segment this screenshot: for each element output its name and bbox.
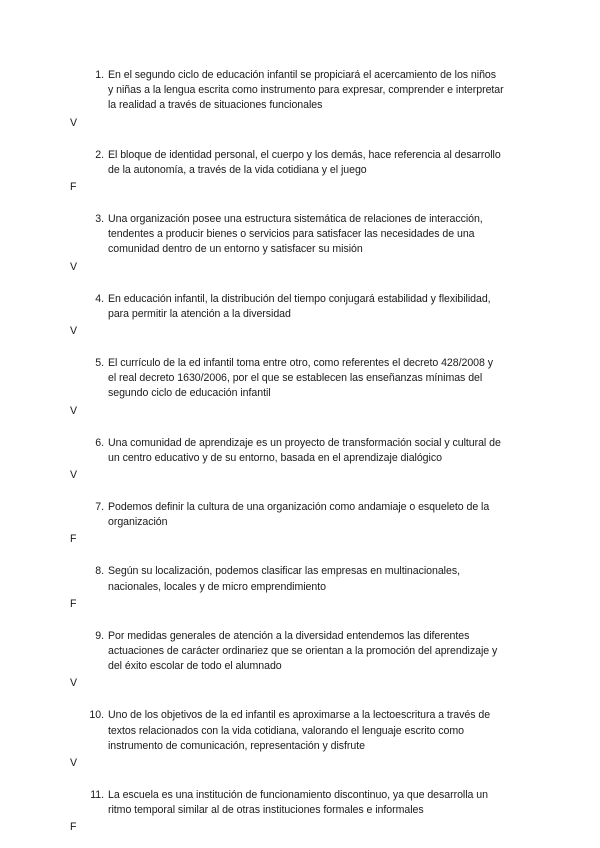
question-line: para permitir la atención a la diversidad — [108, 307, 291, 320]
question-number: 6. — [95, 436, 104, 449]
question-text — [0, 788, 600, 818]
answer-mark: F — [70, 597, 77, 610]
question-number: 5. — [95, 357, 104, 370]
answer-mark: V — [70, 757, 78, 770]
question-line: tendentes a producir bienes o servicios para satisfacer las necesidades de una — [108, 228, 475, 241]
answer-mark: V — [70, 116, 78, 129]
question-number: 9. — [95, 629, 104, 642]
question-text — [0, 292, 600, 322]
question-text — [0, 708, 600, 754]
question-line: instrumento de comunicación, representación y disfrute — [108, 739, 365, 752]
answer-mark: F — [70, 821, 77, 834]
question-number: 8. — [95, 565, 104, 578]
question-number: 10. — [89, 709, 104, 722]
question-line: ritmo temporal similar al de otras instituciones formales e informales — [108, 804, 424, 817]
question-line: En educación infantil, la distribución del tiempo conjugará estabilidad y flexibilidad, — [108, 292, 491, 305]
question-text — [0, 436, 600, 466]
question-number: 7. — [95, 501, 104, 514]
question-line: la realidad a través de situaciones funcionales — [108, 99, 323, 112]
question-line: Podemos definir la cultura de una organización como andamiaje o esqueleto de la — [108, 501, 490, 514]
question-line: textos relacionados con la vida cotidiana, valorando el lenguaje escrito como — [108, 724, 464, 737]
question-line: La escuela es una institución de funcionamiento discontinuo, ya que desarrolla un — [108, 789, 488, 802]
question-text — [0, 212, 600, 258]
question-line: nacionales, locales y de micro emprendimiento — [108, 580, 326, 593]
question-text — [0, 148, 600, 178]
question-line: En el segundo ciclo de educación infantil se propiciará el acercamiento de los niños — [108, 69, 497, 81]
question-item — [0, 148, 600, 212]
question-text — [0, 356, 600, 402]
question-line: y niñas a la lengua escrita como instrumento para expresar, comprender e interpretar — [108, 84, 504, 97]
question-item — [0, 708, 600, 788]
question-text — [0, 629, 600, 675]
question-text — [0, 68, 600, 114]
question-number: 4. — [95, 292, 104, 305]
question-item — [0, 564, 600, 628]
question-list — [0, 68, 600, 834]
question-line: Una organización posee una estructura sistemática de relaciones de interacción, — [108, 213, 483, 226]
question-line: el real decreto 1630/2006, por el que se establecen las enseñanzas mínimas del — [108, 372, 483, 385]
question-item — [0, 500, 600, 564]
question-line: un centro educativo y de su entorno, basada en el aprendizaje dialógico — [108, 451, 442, 464]
question-line: actuaciones de carácter ordinariez que se orientan a la promoción del aprendizaje y — [108, 645, 498, 658]
question-text — [0, 500, 600, 530]
question-line: Según su localización, podemos clasificar las empresas en multinacionales, — [108, 565, 460, 578]
question-item — [0, 212, 600, 292]
question-line: El bloque de identidad personal, el cuerpo y los demás, hace referencia al desarrollo — [108, 148, 501, 161]
question-item — [0, 68, 600, 148]
question-number: 3. — [95, 213, 104, 226]
question-number: 2. — [95, 148, 104, 161]
question-item — [0, 436, 600, 500]
question-line: comunidad dentro de un entorno y satisfacer su misión — [108, 243, 363, 256]
answer-mark: F — [70, 533, 77, 546]
question-item — [0, 292, 600, 356]
question-item — [0, 629, 600, 709]
question-number: 1. — [95, 69, 104, 81]
question-text — [0, 564, 600, 594]
question-line: segundo ciclo de educación infantil — [108, 387, 271, 400]
question-number: 11. — [90, 789, 104, 802]
question-line: del éxito escolar de todo el alumnado — [108, 660, 282, 673]
question-line: organización — [108, 516, 168, 529]
question-line: El currículo de la ed infantil toma entre otro, como referentes el decreto 428/2008 y — [108, 357, 493, 370]
answer-mark: V — [70, 404, 78, 417]
answer-mark: V — [70, 260, 78, 273]
question-line: Una comunidad de aprendizaje es un proyecto de transformación social y cultural de — [108, 436, 501, 449]
question-line: Por medidas generales de atención a la diversidad entendemos las diferentes — [108, 629, 470, 642]
answer-mark: V — [70, 325, 78, 338]
answer-mark: V — [70, 469, 78, 482]
question-line: de la autonomía, a través de la vida cotidiana y el juego — [108, 163, 367, 176]
answer-mark: V — [70, 677, 78, 690]
question-line: Uno de los objetivos de la ed infantil es aproximarse a la lectoescritura a través de — [108, 709, 491, 722]
question-item — [0, 356, 600, 436]
question-item — [0, 788, 600, 834]
answer-mark: F — [70, 181, 77, 194]
